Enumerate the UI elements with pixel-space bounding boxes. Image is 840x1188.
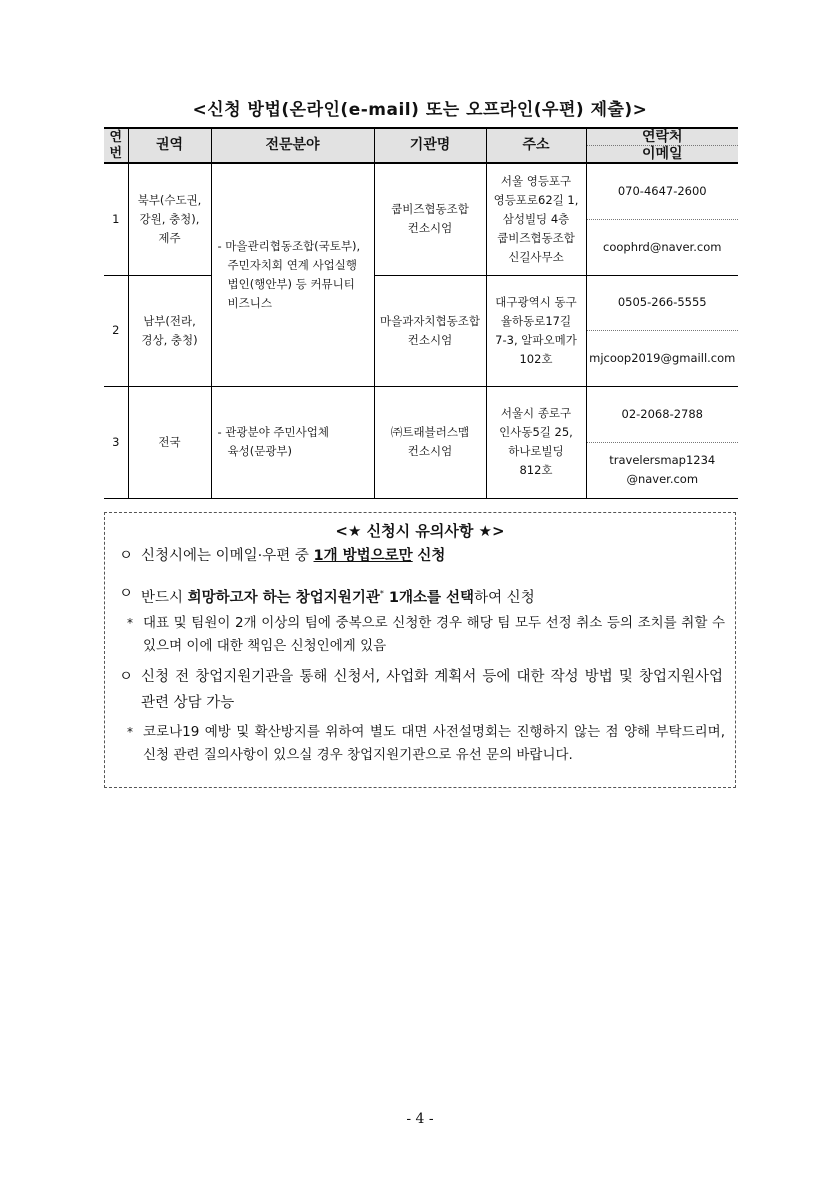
notice-box — [104, 512, 736, 788]
emphasis-text: 1개소를 선택 — [383, 589, 475, 606]
row3-email-line: travelersmap1234 — [609, 453, 716, 467]
header-org: 기관명 — [374, 128, 486, 163]
row1-address-line: 서울 영등포구 — [500, 173, 572, 188]
notice-title: <★ 신청시 유의사항 ★> — [335, 522, 505, 540]
row3-region — [128, 386, 211, 498]
row1-region-line: 북부(수도권, — [137, 192, 202, 207]
row2-address-line: 102호 — [519, 351, 553, 366]
row1-no: 1 — [104, 163, 128, 275]
row1-region-line: 강원, 충청), — [139, 211, 200, 226]
emphasis-text: 1개 방법으로만 — [313, 548, 413, 564]
footnote-mark: * — [379, 589, 384, 598]
row1-org — [374, 163, 486, 275]
text-segment: 하여 신청 — [474, 589, 535, 606]
row2-address-line: 대구광역시 동구 — [495, 294, 577, 309]
row3-org-line: 컨소시엄 — [407, 444, 453, 458]
row3-region-line: 전국 — [158, 434, 181, 449]
row2-address-line: 7-3, 알파오메가 — [495, 332, 577, 347]
row3-phone: 02-2068-2788 — [586, 386, 738, 442]
institution-table — [104, 127, 738, 499]
row1-email-line: coophrd@naver.com — [603, 239, 722, 254]
row2-address-line: 율하동로17길 — [500, 313, 572, 328]
row1-org-line: 컨소시엄 — [407, 221, 453, 236]
row1-region — [128, 163, 211, 275]
notice-item-2-text — [141, 581, 723, 611]
header-address: 주소 — [486, 128, 586, 163]
row1-org-line: 쿱비즈협동조합 — [391, 202, 469, 217]
row3-address-line: 서울시 종로구 — [500, 406, 572, 420]
row3-org-line: ㈜트래블러스맵 — [390, 425, 470, 439]
row2-org-line: 컨소시엄 — [407, 332, 453, 347]
bullet-icon: ㅇ — [119, 548, 134, 564]
row1-address — [486, 163, 586, 275]
row2-region — [128, 275, 211, 386]
header-region: 권역 — [128, 128, 211, 163]
shared-field-cell — [211, 163, 374, 386]
row3-address-line: 하나로빌딩 — [508, 444, 564, 458]
table-row — [104, 275, 738, 330]
row1-address-line: 신길사무소 — [508, 249, 564, 264]
row2-region-line: 남부(전라, — [143, 313, 196, 328]
row1-phone: 070-4647-2600 — [586, 163, 738, 219]
row3-field — [211, 386, 374, 498]
row2-no: 2 — [104, 275, 128, 386]
row2-email — [586, 330, 738, 386]
page-title: <신청 방법(온라인(e-mail) 또는 오프라인(우편) 제출)> — [192, 100, 648, 120]
row2-email-line: mjcoop2019@gmaill.com — [589, 350, 736, 365]
header-no-text: 연번 — [109, 129, 123, 161]
header-contact-phone: 연락처 — [587, 129, 739, 146]
notice-note-1-text: 대표 및 팀원이 2개 이상의 팀에 중복으로 신청한 경우 해당 팀 모두 선정 취소 등의 조치를 취할 수 있으며 이에 대한 책임은 신청인에게 있음 — [143, 615, 725, 654]
header-field: 전문분야 — [211, 128, 374, 163]
table-row — [104, 163, 738, 219]
row3-address-line: 인사동5길 25, — [499, 425, 573, 439]
text-segment: 반드시 — [141, 589, 188, 606]
row1-address-line: 영등포로62길 1, — [493, 192, 579, 207]
row2-org-line: 마을과자치협동조합 — [380, 313, 480, 328]
notice-item-1-text — [141, 543, 723, 569]
row3-email — [586, 442, 738, 498]
field-line: 법인(행안부) 등 커뮤니티 — [227, 276, 355, 291]
notice-item-3-text: 신청 전 창업지원기관을 통해 신청서, 사업화 계획서 등에 대한 작성 방법 및 창업지원사업 관련 상담 가능 — [141, 669, 723, 711]
row3-address — [486, 386, 586, 498]
row3-field-line: - 관광분야 주민사업체 — [217, 425, 329, 439]
row2-phone: 0505-266-5555 — [586, 275, 738, 330]
bullet-icon: ㅇ — [119, 669, 134, 685]
row3-address-line: 812호 — [519, 463, 553, 477]
table-header-row — [104, 128, 738, 163]
asterisk-icon: * — [127, 616, 133, 630]
bullet-icon: ㅇ — [119, 586, 134, 602]
text-segment: 신청시에는 이메일·우편 중 — [141, 548, 314, 564]
field-line: 비즈니스 — [227, 295, 272, 310]
row1-address-line: 쿱비즈협동조합 — [497, 230, 575, 245]
asterisk-icon: * — [127, 725, 133, 739]
row2-region-line: 경상, 충청) — [141, 332, 198, 347]
table-row — [104, 386, 738, 442]
row1-region-line: 제주 — [158, 230, 181, 245]
row2-org — [374, 275, 486, 386]
field-line: - 마을관리협동조합(국토부), — [217, 238, 361, 253]
row3-field-line: 육성(문광부) — [227, 444, 293, 458]
row3-email-line: @naver.com — [626, 472, 699, 486]
header-no — [104, 128, 128, 163]
header-contact-email: 이메일 — [641, 146, 683, 162]
row2-address — [486, 275, 586, 386]
notice-note-2-text: 코로나19 예방 및 확산방지를 위하여 별도 대면 사전설명회는 진행하지 않는 점 양해 부탁드리며, 신청 관련 질의사항이 있으실 경우 창업지원기관으로 유선 문의 바랍니다. — [143, 724, 725, 763]
row1-email — [586, 219, 738, 275]
field-line: 주민자치회 연계 사업실행 — [227, 257, 358, 272]
row3-org — [374, 386, 486, 498]
page-number: - 4 - — [406, 1111, 434, 1127]
row1-address-line: 삼성빌딩 4층 — [502, 211, 570, 226]
emphasis-text: 희망하고자 하는 창업지원기관 — [187, 589, 380, 606]
emphasis-text: 신청 — [417, 548, 446, 564]
row3-no: 3 — [104, 386, 128, 498]
header-contact — [586, 128, 738, 163]
